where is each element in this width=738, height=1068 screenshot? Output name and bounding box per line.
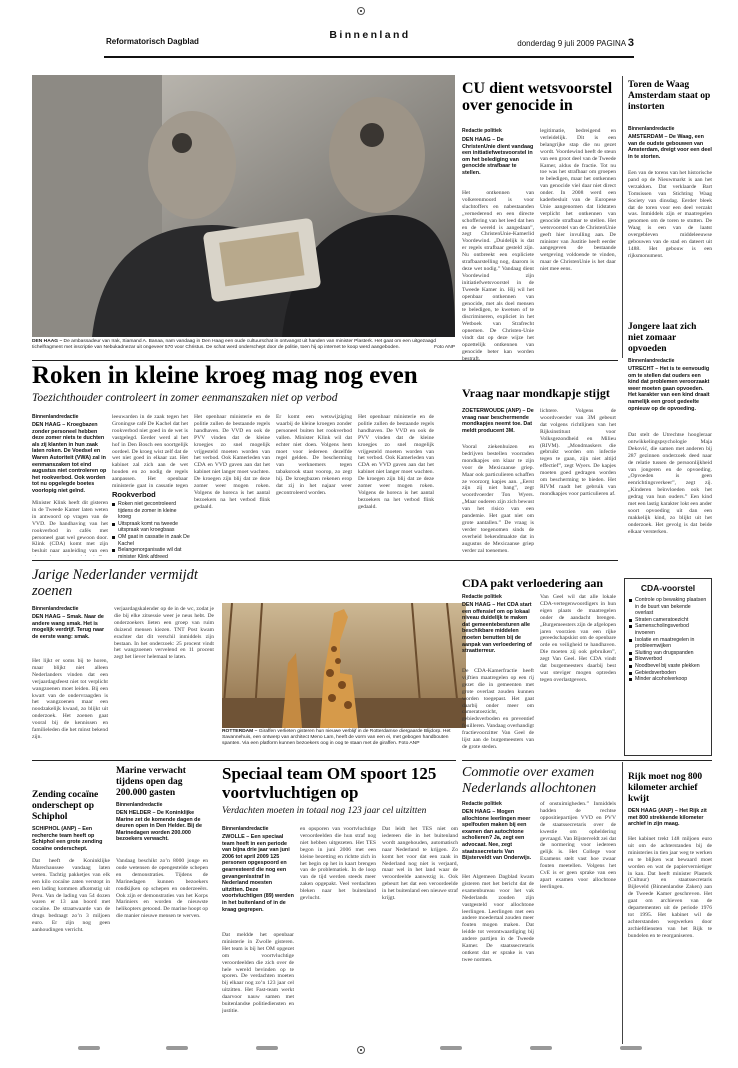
list-item: Straten cameratoezicht bbox=[629, 617, 707, 624]
print-mark bbox=[530, 1046, 552, 1050]
jarige-headline: Jarige Nederlander vermijdt zoenen bbox=[32, 567, 198, 599]
registration-mark-icon bbox=[357, 7, 365, 15]
jarige-column-2: verjaardagskalender op de in de wc, zodat je die bij elke zitsessie weer je neus hebt. De onderzoekers lieten een groep van ruim duizend mensen kiezen. TNT Post kwam erachter dat dit verschil inmiddels zijn bestaan. In het onderzoek: 25 procent vindt het wangzoenen vervelend en 11 procent zegt het liever helemaal te laten. bbox=[114, 606, 214, 661]
marine-headline: Marine verwacht tijdens open dag 200.000 gasten bbox=[116, 766, 186, 798]
section-title: Binnenland bbox=[329, 29, 411, 41]
archief-lead: DEN HAAG (ANP) – Het Rijk zit met 800 strekkende kilometer archief in zijn maag. bbox=[628, 808, 707, 828]
giraffe-icon bbox=[222, 603, 466, 728]
mondkapje-lead: ZOETERWOUDE (ANP) – De vraag naar beschermende mondkapjes neemt toe. Dat meldt producent 3M. bbox=[462, 408, 534, 434]
list-item: Isolatie en maatregelen in probleemwijken bbox=[629, 637, 707, 650]
commotie-column-2: of onstuimigheden.” Inmiddels hadden de rechtse oppositiepartijen VVD en PVV de staatssecretaris over de kwestie om opheldering gevraagd. Van Bijsterveldt zei dat de normering voor iedereen gelijk is. Het College voor Examens stelt vast hoe zwaar fouten meetellen. Volgens het CvE is er geen sprake van een apart examen voor allochtone leerlingen. bbox=[540, 801, 616, 890]
caption-text: De ambassadeur van Irak, Siamand A. Banaa, nam vandaag in Den Haag een oude cultuurschat in ontvangst uit handen van minister Plasterk. Het gaat om een uitgezaagd tichelfragment met inscriptie van Nebukadnezar uit ongeveer 570 voor Christus. De schat werd onderschept door de politie, toen hij op internet te koop werd aangeboden. bbox=[32, 339, 436, 351]
section-rule bbox=[32, 560, 618, 561]
section-rule bbox=[32, 760, 456, 761]
jongere-body: Dat stelt de Utrechtse hoogleraar ontwikkelingspsychologie Maja Deković, die samen met anderen bij 287 gezinnen onderzoek deed naar de relatie tussen de persoonlijkheid van jongeren en de opvoeding. „Opvoeden is geen eenrichtingsverkeer”, zegt zij. „Kinderen beïnvloeden ook het gedrag van hun ouders.” Een kind met een lastig karakter lokt een ander soort opvoeding uit dan een makkelijk kind, zo blijkt uit het onderzoek. Het gevolg is dat beide elkaar versterken. bbox=[628, 432, 712, 535]
caption-text: Giraffen verlieten gisteren hun nieuwe verblijf in de Rotterdamse diergaarde Blijdorp. Het Savannehuis, een ontwerp van architect Meno Lam, heeft de vorm van een ei, met gebogen handbouten spanten. Via een platform kunnen bezoekers oog in oog te staan met de giraffen. bbox=[222, 729, 451, 747]
registration-mark-icon bbox=[357, 1046, 365, 1054]
commotie-byline: Redactie politiek bbox=[462, 801, 502, 807]
photo-officials-icon bbox=[32, 75, 455, 337]
list-item: Samenscholingsverbod invoeren bbox=[629, 623, 707, 636]
list-item: Belangenorganisatie wil dat minister Klink afdreed bbox=[112, 547, 190, 560]
archief-headline: Rijk moet nog 800 kilometer archief kwijt bbox=[628, 772, 703, 804]
cda-column-1: De CDA-Kamerfractie heeft vijftien maatregelen op een rij gezet die in gemeenten met grote overlast zouden kunnen worden toegepast. Het gaat daarbij onder meer om cameratoezicht, gebiedsverboden en preventief fouilleren. Vandaag overhandigt fractievoorzitter Van Geel de lijst aan de burgemeesters van de grote steden. bbox=[462, 668, 534, 750]
zending-body: Dat heeft de Koninklijke Marechaussee vandaag laten weten. Tachtig pakketjes van elk een kilo cocaïne zaten verstopt in een lading kommen afkomstig uit Peru. Van de lading van 54 dozen waren er 13 aan boord met cocaïne. De straatwaarde van de drugs bedraagt zo’n 3 miljoen euro. Er zijn nog geen aanhoudingen verricht. bbox=[32, 858, 110, 934]
om-column-3: Dat leidt het TES niet om iedereen die in het buitenland wordt aangehouden, automatisch naar Nederland te krijgen. Zo komt het voor dat een zaak in Nederland nog niet is verjaard, maar wel in het land waar de veroordeelde aanwezig is. Ook gebeurt het dat een veroordeelde in het buitenland een nieuwe straf krijgt. bbox=[382, 826, 458, 902]
mondkapje-column-1: Vooral ziekenhuizen en bedrijven bestellen voorraden mondkapjes om klaar te zijn voor de Mexicaanse griep. Maar ook particulieren schaffen ze voorzorg kapjes aan. „Eerst zijn zij niet bang”, zegt woordvoerder Ton Wyers. „Maar ouderen zijn zich bewust van het risico van een pandemie. Het gaat niet om grote aantallen.” De vraag is verder toegenomen sinds de overheid bekendmaakte dat in augustus de Mexicaanse griep verder zal toenemen. bbox=[462, 444, 534, 554]
print-mark bbox=[620, 1046, 642, 1050]
roken-column-4: Er komt een wetswijziging waarbij de kleine kroegen zonder personeel buiten het rookverbod vallen. Minister Klink wil dat echter niet doen. Volgens hem moet voor iedereen dezelfde regel gelden. De bescherming van werknemers tegen tabaksrook staat voorop, zo zegt hij. De kroegbazen rekenen erop dat zij in het najaar weer gecontroleerd worden. bbox=[276, 414, 352, 496]
cda-headline: CDA pakt verloedering aan bbox=[462, 576, 603, 590]
list-item: Controle op bewaking plaatsen in de buurt van bekende overlast bbox=[629, 597, 707, 617]
roken-subhead: Toezichthouder controleert in zomer eenmanszaken niet op verbod bbox=[32, 392, 338, 404]
wetsvoorstel-column-1: Het ontkennen van volkerenmoord is voor slachtoffers en nabestaanden „vernederend en een directe schoffering van het leed dat hen en de wereld is aangedaan”, zegt ChristenUnie-Kamerlid Voordewind. „Duidelijk is dat er regels strafbaar gesteld zijn. Nu ontbreekt een expliciete strafbaarstelling nog, daarom is deze wet nodig.” Vandaag dient Voordewind zijn initiatiefwetsvoorstel in de Tweede Kamer in. Hij wil het openbaar ontkennen van genocide, met als doel mensen te beledigen, te kwetsen of te discrimineren, expliciet in het Wetboek van Strafrecht opnemen. De Christen-Unie vindt dat op deze wijze het opzettelijk ontkennen van genocide beter kan worden bestraft. bbox=[462, 190, 534, 360]
marine-byline: Binnenlandredactie bbox=[116, 802, 163, 808]
page-label: PAGINA bbox=[596, 39, 626, 48]
photo-credit: Foto ANP bbox=[398, 741, 420, 747]
wetsvoorstel-lead: DEN HAAG – De ChristenUnie dient vandaag een initiatiefwetsvoorstel in om het belediging van genocide strafbaar te stellen. bbox=[462, 137, 534, 176]
om-lead: ZWOLLE – Een speciaal team heeft in een periode van bijna drie jaar van juni 2006 tot april 2009 125 personen opgespoord en gearresteerd die nog een gevangenisstraf in Nederland moesten uitzitten. Deze voortvluchtigen (89) werden in het buitenland of in de kraag gegrepen. bbox=[222, 834, 294, 913]
om-column-2: en opsporen van voortvluchtige veroordeelden die hun straf nog niet hebben uitgezeten. Het TES begon in juni 2006 met een kleine bezetting en richtte zich in het begin op het in kaart brengen van de problematiek. In de loop van de tijd werden steeds meer zaken opgepakt. Veel verdachten bleken naar het buitenland gevlucht. bbox=[300, 826, 376, 902]
commotie-headline: Commotie over examen Nederlands allochtonen bbox=[462, 765, 597, 796]
marine-body: Vandaag beschikt zo’n 8000 jonge en oude wetensen de opengestelde schepen en demonstraties. Tijdens de Marinedagen kunnen bezoekers rondkijken op schepen en onderzeeërs. Ook zijn er demonstraties van het Korps Mariniers en worden de nieuwste helikopters getoond. De marine hoopt op die manier nieuwe mensen te werven. bbox=[116, 858, 208, 920]
zending-lead: SCHIPHOL (ANP) – Een recherche team heeft op Schiphol een grote zending cocaïne onderschept. bbox=[32, 826, 103, 852]
list-item: Noodbevel bij vaste plekken bbox=[629, 663, 707, 670]
wetsvoorstel-headline: CU dient wetsvoorstel over genocide in bbox=[462, 80, 613, 114]
jongere-headline: Jongere laat zich niet zomaar opvoeden bbox=[628, 322, 697, 354]
column-divider bbox=[622, 76, 623, 358]
marine-lead: DEN HELDER – De Koninklijke Marine zet de komende dagen de deuren open in Den Helder. Bij de Marinedagen worden 200.000 bezoekers verwacht. bbox=[116, 810, 202, 843]
jongere-lead: UTRECHT – Het is te eenvoudig om te stellen dat ouders een kind dat problemen veroorzaakt weer moeten gaan opvoeden. Het karakter van een kind draait namelijk een groot gedeelte opnieuw op de opvoeding. bbox=[628, 366, 710, 412]
commotie-column-1: Het Algemeen Dagblad kwam gisteren met het bericht dat de examenbureau voor het vak Nederlands zouden zijn vastgesteld voor allochtone leerlingen. Leerlingen met een andere moedertaal zouden meer fouten mogen maken. Dat leidde tot verontwaardiging bij andere partijen in de Tweede Kamer. De staatssecretaris ontkent dat er sprake is van twee normen. bbox=[462, 874, 534, 963]
page-number: 3 bbox=[627, 37, 634, 49]
commotie-lead: DEN HAAG – Mogen allochtone leerlingen meer spelfouten maken bij een examen dan autochtone scholieren? Ja, zegt een advocaat. Nee, zegt staatssecretaris Van Bijsterveldt van Onderwijs. bbox=[462, 809, 532, 862]
print-mark bbox=[256, 1046, 278, 1050]
list-item: Gebiedsverboden bbox=[629, 670, 707, 677]
toren-lead: AMSTERDAM – De Waag, een van de oudste gebouwen van Amsterdam, dreigt voor een deel in te storten. bbox=[628, 134, 712, 160]
cda-voorstel-box bbox=[624, 578, 712, 756]
toren-body: Een van de torens van het historische pand op de Nieuwmarkt is aan het verzakken. Dat verklaarde Bart Tomsissen van Stichting Waag Society van dinsdag. Eerder bleek dat de toren voor een deel verzakt was. Inmiddels zijn er maatregelen genomen om de toren te stutten. De Waag is een van de laatst overgebleven middeleeuwse gebouwen van de stad en dateert uit 1488. Het gebouw is een rijksmonument. bbox=[628, 170, 712, 259]
cda-box-title: CDA-voorstel bbox=[640, 583, 696, 593]
zending-headline: Zending cocaïne onderschept op Schiphol bbox=[32, 790, 99, 822]
print-mark bbox=[166, 1046, 188, 1050]
rookverbod-box-title: Rookverbod bbox=[112, 490, 156, 499]
roken-column-2: leeuwarden in de zaak tegen het Groningse café De Kachel dat het rookverbod niet goed in de wet is vastgelegd. Eerder werd al het hof in Den Bosch een soortgelijk oordeel. De kroeg wist zelf dat de wet niet goed in elkaar zat. Het kabinet zal zich aan de wet houden en zo nodig de regels aanpassen. Het openbaar ministerie gaat in cassatie tegen bbox=[112, 414, 188, 488]
main-photo-caption bbox=[32, 339, 455, 359]
om-subhead: Verdachten moeten in totaal nog 123 jaar cel uitzitten bbox=[222, 806, 427, 816]
caption-place: ROTTERDAM – bbox=[222, 729, 258, 734]
list-item: Roken niet gecontroleerd tijdens de zomer in kleine kroeg bbox=[112, 501, 190, 521]
cda-byline: Redactie politiek bbox=[462, 594, 502, 600]
list-item: Minder alcoholverkoop bbox=[629, 676, 707, 683]
print-mark bbox=[78, 1046, 100, 1050]
date: donderdag 9 juli 2009 bbox=[517, 39, 595, 48]
roken-column-1: Minister Klink heeft dit gisteren in de Tweede Kamer laten weten in antwoord op vragen van de VVD. De handhaving van het rookverbod in cafés met personeel gaat wel gewoon door. Klink (CDA) komt met zijn besluit naar aanleiding van een bbox=[32, 500, 108, 555]
cda-voorstel-list bbox=[629, 597, 707, 683]
jarige-byline: Binnenlandredactie bbox=[32, 606, 79, 612]
photo-credit: Foto ANP bbox=[434, 345, 455, 351]
list-item: Uitspraak komt na tweede uitspraak van kroegbaas bbox=[112, 521, 190, 534]
roken-headline: Roken in kleine kroeg mag nog even bbox=[32, 362, 418, 389]
column-divider bbox=[622, 762, 623, 1044]
wetsvoorstel-column-2: legitimatie, bedreigend en verleidelijk. Dit is een belangrijke stap die nu gezet wordt. Voordewind heeft de steun van een groot deel van de Tweede Kamer, aldus de fractie. Tot nu toe was het strafbaar om groepen te beledigen, maar het ontkennen van genocide viel daar niet direct onder. In 2008 werd een kaderbesluit van de Europese Unie aangenomen dat lidstaten verplicht het ontkennen van genocide strafbaar te stellen. Het wetsvoorstel van de ChristenUnie geeft hier invulling aan. De minister van Justitie heeft eerder aangegeven de bestaande wetgeving voldoende te vinden, maar de ChristenUnie is het daar niet mee eens. bbox=[540, 128, 616, 273]
dateline bbox=[478, 37, 634, 49]
jarige-lead: DEN HAAG – Smak. Naar de andere wang smak. Het is mogelijk verdrijf. Terug naar de eerste wang: smak. bbox=[32, 614, 105, 640]
rookverbod-list bbox=[112, 501, 190, 560]
roken-byline: Binnenlandredactie bbox=[32, 414, 79, 420]
jongere-byline: Binnenlandredactie bbox=[628, 358, 675, 364]
caption-place: DEN HAAG – bbox=[32, 339, 63, 344]
roken-lead: DEN HAAG – Kroegbazen zonder personeel hebben deze zomer niets te duchten als zij klanten in hun zaak laten roken. De Voedsel en Waren Autoriteit (VWA) zal in eenmanszaken tot eind augustus niet controleren op het rookverbod. Ook worden tot nu opgelegde boetes voorlopig niet geïnd. bbox=[32, 422, 107, 494]
section-rule bbox=[462, 760, 712, 761]
om-headline: Speciaal team OM spoort 125 voortvluchtigen op bbox=[222, 764, 437, 802]
print-mark bbox=[440, 1046, 462, 1050]
archief-body: Het kabinet trekt 148 miljoen euro uit om de achterstanden bij de ministeries in tien jaar weg te werken en te blijken wat bewaard moet worden en wat de papiervernietiger in kan. Dat heeft minister Plasterk (Cultuur) en staatssecretaris Bijleveld (Binnenlandse Zaken) aan de Tweede Kamer geschreven. Het gaat om archieven van de departementen uit de periode 1976 tot 1995. Het kabinet wil de achterstanden wegwerken door archiefdiensten van het Rijk te bundelen en te reorganiseren. bbox=[628, 836, 712, 939]
list-item: Sluiting van drugspanden bbox=[629, 650, 707, 657]
list-item: OM gaat in cassatie in zaak De Kachel bbox=[112, 534, 190, 547]
cda-lead: DEN HAAG – Het CDA start een offensief om op lokaal niveau duidelijk te maken dat gemeentebesturen alle beschikbare middelen moeten benutten bij de aanpak van verloedering of straatterreur. bbox=[462, 602, 532, 655]
mondkapje-column-2: lichtere. Volgens de woordvoerder van 3M gebeurt dat volgens richtlijnen van het Rijksinstituut voor Volksgezondheid en Milieu (RIVM). „Mondmaskers die gebruikt worden om infectie tegen te gaan, zijn niet altijd effectief”, zegt Wyers. De kapjes moeten goed gedragen worden om bescherming te bieden. Het RIVM raadt het gebruik van mondkapjes voor particulieren af. bbox=[540, 408, 616, 497]
roken-column-5: Het openbaar ministerie en de politie zullen de bestaande regels handhaven. De VVD en ook de PVV vinden dat de kleine kroegjes zo snel mogelijk vrijgesteld moeten worden van het verbod. Ook Kamerleden van CDA en VVD gaven aan dat het kabinet niet langer moet wachten. De kroegen zijn blij dat ze deze zomer weer mogen roken. Volgens de horeca is het aantal bezoekers na het verbod flink gedaald. bbox=[358, 414, 434, 510]
giraffe-caption bbox=[222, 729, 466, 755]
roken-column-3: Het openbaar ministerie en de politie zullen de bestaande regels handhaven. De VVD en ook de PVV vinden dat de kleine kroegjes zo snel mogelijk vrijgesteld moeten worden van het verbod. Ook Kamerleden van CDA en VVD gaven aan dat het kabinet niet langer moet wachten. De kroegen zijn blij dat ze deze zomer weer mogen roken. Volgens de horeca is het aantal bezoekers na het verbod flink gedaald. bbox=[194, 414, 270, 510]
om-byline: Binnenlandredactie bbox=[222, 826, 269, 832]
jarige-column-1: Het lijkt er soms bij te horen, maar blijkt niet alleen Nederlanders vinden dat een verjaardagsfeest niet tot verplicht wangzoenen moet leiden. Bij een kwart van de ondervraagden is het wangzoenen maar een noodzakelijk kwaad, zo blijkt uit onderzoek. Het zoenen gaat vooral bij de kennissen en familieleden die het minst bekend zijn. bbox=[32, 658, 108, 740]
cda-column-2: Van Geel wil dat alle lokale CDA-vertegenwoordigers in hun eigen plaats de maatregelen onder de aandacht brengen. „Burgemeesters zijn de afgelopen jaren voorzien van een rijke gereedschapskist om de openbare orde en veiligheid te handhaven. Die moeten zij ook gebruiken”, zegt Van Geel. Het CDA vindt dat burgemeesters daarbij best wat steviger mogen optreden tegen overlastgevers. bbox=[540, 594, 616, 683]
toren-byline: Binnenlandredactie bbox=[628, 126, 675, 132]
main-photo bbox=[32, 75, 455, 337]
giraffe-photo bbox=[222, 603, 466, 728]
mondkapje-headline: Vraag naar mondkapje stijgt bbox=[462, 386, 610, 400]
paper-name: Reformatorisch Dagblad bbox=[106, 37, 199, 46]
page-header bbox=[0, 0, 738, 64]
rookverbod-box bbox=[112, 490, 190, 560]
toren-headline: Toren de Waag Amsterdam staat op instorten bbox=[628, 80, 711, 112]
list-item: Blowverbod bbox=[629, 656, 707, 663]
section-rule bbox=[32, 360, 618, 361]
header-rule bbox=[104, 56, 634, 58]
wetsvoorstel-byline: Redactie politiek bbox=[462, 128, 502, 134]
om-column-1: Dat meldde het openbaar ministerie in Zwolle gisteren. Het team is bij het OM opgezet om voortvluchtige veroordeelden die zich over de hele wereld bevinden op te sporen. De verdachten moeten bij elkaar nog zo’n 123 jaar cel uitzitten. Het Fast-team werkt daarvoor nauw samen met buitenlandse politiediensten en justitie. bbox=[222, 932, 294, 1014]
